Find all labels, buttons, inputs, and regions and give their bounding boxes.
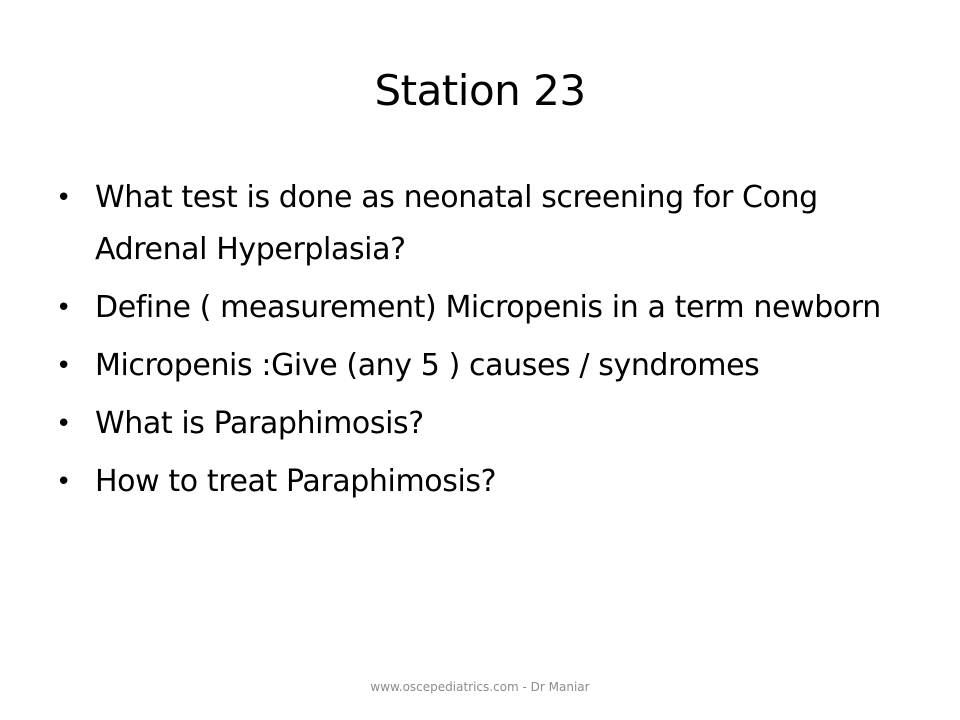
bullet-icon: • <box>56 183 71 213</box>
bullet-item <box>56 456 916 508</box>
bullet-icon: • <box>56 409 71 439</box>
bullet-item <box>56 340 916 392</box>
bullet-item <box>56 172 916 276</box>
bullet-icon: • <box>56 293 71 323</box>
bullet-icon: • <box>56 467 71 497</box>
bullet-item <box>56 282 916 334</box>
bullet-text: Micropenis :Give (any 5 ) causes / syndromes <box>95 348 760 383</box>
bullet-list <box>56 172 916 514</box>
bullet-text: How to treat Paraphimosis? <box>95 464 497 499</box>
slide-footer: www.oscepediatrics.com - Dr Maniar <box>370 680 590 694</box>
bullet-text: Define ( measurement) Micropenis in a term newborn <box>95 290 881 325</box>
slide-title: Station 23 <box>374 66 586 115</box>
bullet-icon: • <box>56 351 71 381</box>
bullet-text: What is Paraphimosis? <box>95 406 424 441</box>
bullet-item <box>56 398 916 450</box>
bullet-text: What test is done as neonatal screening for Cong Adrenal Hyperplasia? <box>95 180 818 267</box>
